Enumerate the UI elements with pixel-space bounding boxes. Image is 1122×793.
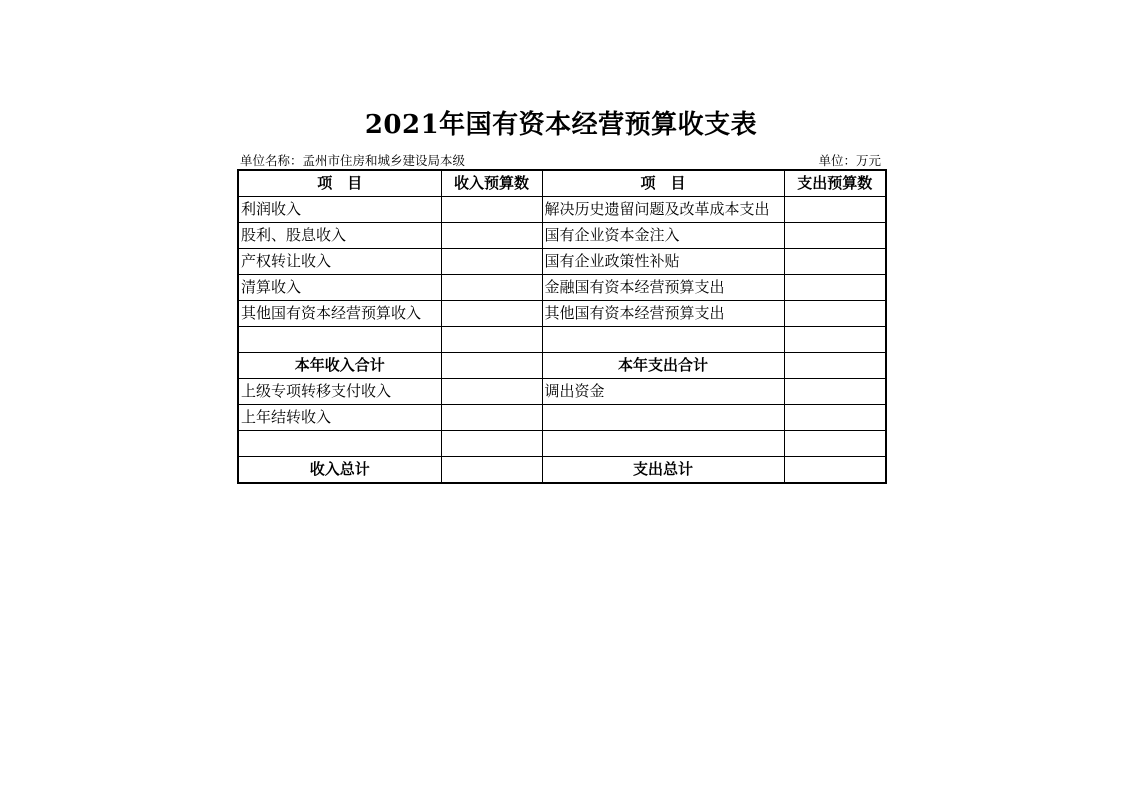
income-value-cell (441, 405, 542, 431)
table-header-row (238, 170, 886, 197)
table-row (238, 405, 886, 431)
expense-value-cell (784, 301, 886, 327)
expense-item-cell: 金融国有资本经营预算支出 (542, 275, 784, 301)
table-row (238, 327, 886, 353)
income-item-cell: 其他国有资本经营预算收入 (238, 301, 441, 327)
income-value-cell (441, 327, 542, 353)
expense-value-cell (784, 223, 886, 249)
expense-total-value (784, 457, 886, 484)
income-item-cell: 清算收入 (238, 275, 441, 301)
expense-item-cell: 国有企业政策性补贴 (542, 249, 784, 275)
unit-name-label: 单位名称：孟州市住房和城乡建设局本级 (240, 153, 466, 168)
table-row (238, 301, 886, 327)
income-item-cell: 利润收入 (238, 197, 441, 223)
table-row (238, 379, 886, 405)
expense-item-cell: 调出资金 (542, 379, 784, 405)
income-value-cell (441, 223, 542, 249)
income-item-cell (238, 327, 441, 353)
expense-item-cell (542, 405, 784, 431)
income-value-cell (441, 275, 542, 301)
expense-value-cell (784, 275, 886, 301)
income-value-cell (441, 197, 542, 223)
table-row (238, 197, 886, 223)
header-expense-budget: 支出预算数 (784, 170, 886, 197)
expense-item-cell: 解决历史遗留问题及改革成本支出 (542, 197, 784, 223)
income-total-label: 收入总计 (238, 457, 441, 484)
table-row (238, 223, 886, 249)
page-title: 2021年国有资本经营预算收支表 (364, 110, 758, 140)
income-item-cell: 产权转让收入 (238, 249, 441, 275)
income-subtotal-label: 本年收入合计 (238, 353, 441, 379)
income-value-cell (441, 249, 542, 275)
income-item-cell (238, 431, 441, 457)
header-income-item: 项 目 (238, 170, 441, 197)
table-row (238, 249, 886, 275)
income-item-cell: 上年结转收入 (238, 405, 441, 431)
expense-value-cell (784, 197, 886, 223)
expense-value-cell (784, 405, 886, 431)
expense-item-cell: 国有企业资本金注入 (542, 223, 784, 249)
income-subtotal-value (441, 353, 542, 379)
expense-value-cell (784, 327, 886, 353)
header-income-budget: 收入预算数 (441, 170, 542, 197)
table-row (238, 275, 886, 301)
income-total-value (441, 457, 542, 484)
header-expense-item: 项 目 (542, 170, 784, 197)
expense-item-cell (542, 327, 784, 353)
expense-item-cell: 其他国有资本经营预算支出 (542, 301, 784, 327)
income-item-cell: 上级专项转移支付收入 (238, 379, 441, 405)
expense-total-label: 支出总计 (542, 457, 784, 484)
income-value-cell (441, 301, 542, 327)
expense-value-cell (784, 431, 886, 457)
expense-subtotal-label: 本年支出合计 (542, 353, 784, 379)
subtotal-row (238, 353, 886, 379)
expense-item-cell (542, 431, 784, 457)
budget-table (237, 169, 887, 484)
income-value-cell (441, 431, 542, 457)
expense-subtotal-value (784, 353, 886, 379)
expense-value-cell (784, 379, 886, 405)
table-row (238, 431, 886, 457)
currency-unit-label: 单位：万元 (818, 153, 881, 168)
income-value-cell (441, 379, 542, 405)
expense-value-cell (784, 249, 886, 275)
grand-total-row (238, 457, 886, 484)
income-item-cell: 股利、股息收入 (238, 223, 441, 249)
